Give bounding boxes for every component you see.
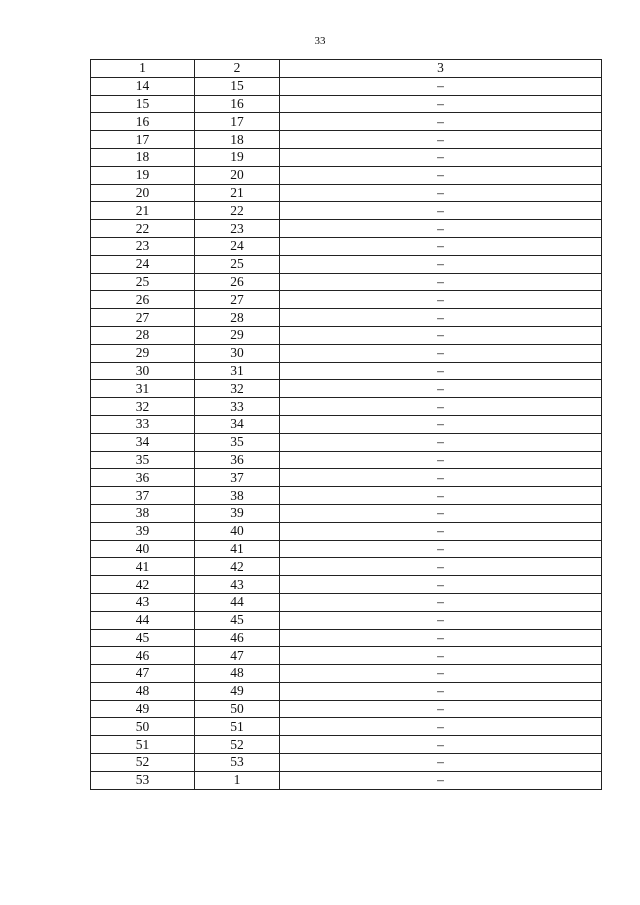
table-cell-col-2: 24 [195, 237, 280, 255]
table-row [91, 344, 602, 362]
table-row [91, 540, 602, 558]
table-cell-col-1: 16 [91, 113, 195, 131]
table-cell-col-2: 35 [195, 433, 280, 451]
table-cell-col-1: 20 [91, 184, 195, 202]
table-cell-col-2: 38 [195, 487, 280, 505]
table-cell-col-1: 31 [91, 380, 195, 398]
table-cell-col-3: – [280, 540, 602, 558]
table-cell-col-3: – [280, 166, 602, 184]
table-cell-col-1: 24 [91, 255, 195, 273]
table-row [91, 754, 602, 772]
table-cell-col-2: 39 [195, 504, 280, 522]
table-cell-col-2: 17 [195, 113, 280, 131]
table-cell-col-2: 36 [195, 451, 280, 469]
table-cell-col-1: 28 [91, 326, 195, 344]
table-row [91, 504, 602, 522]
table-cell-col-1: 45 [91, 629, 195, 647]
table-cell-col-3: – [280, 362, 602, 380]
table-row [91, 682, 602, 700]
table-row [91, 220, 602, 238]
table-cell-col-2: 15 [195, 77, 280, 95]
table-cell-col-3: – [280, 255, 602, 273]
table-row [91, 593, 602, 611]
table-row [91, 380, 602, 398]
table-cell-col-2: 41 [195, 540, 280, 558]
table-cell-col-1: 19 [91, 166, 195, 184]
table-cell-col-2: 33 [195, 398, 280, 416]
table-cell-col-2: 47 [195, 647, 280, 665]
table-cell-col-3: – [280, 593, 602, 611]
table-cell-col-2: 37 [195, 469, 280, 487]
table-cell-col-2: 42 [195, 558, 280, 576]
table-row [91, 113, 602, 131]
table-cell-col-1: 44 [91, 611, 195, 629]
table-cell-col-2: 16 [195, 95, 280, 113]
table-row [91, 237, 602, 255]
table-cell-col-2: 43 [195, 576, 280, 594]
table-row [91, 736, 602, 754]
table-cell-col-1: 47 [91, 665, 195, 683]
table-cell-col-2: 53 [195, 754, 280, 772]
table-cell-col-1: 25 [91, 273, 195, 291]
table-cell-col-3: – [280, 380, 602, 398]
table-cell-col-3: – [280, 522, 602, 540]
table-cell-col-1: 29 [91, 344, 195, 362]
table-cell-col-2: 20 [195, 166, 280, 184]
table-cell-col-3: – [280, 148, 602, 166]
table-body [91, 60, 602, 790]
table-cell-col-1: 34 [91, 433, 195, 451]
table-cell-col-3: – [280, 415, 602, 433]
table-cell-col-2: 46 [195, 629, 280, 647]
table-cell-col-3: – [280, 77, 602, 95]
table-cell-col-2: 25 [195, 255, 280, 273]
table-row [91, 273, 602, 291]
table-cell-col-1: 49 [91, 700, 195, 718]
table-cell-col-3: – [280, 326, 602, 344]
table-cell-col-3: – [280, 611, 602, 629]
header-cell-col-2: 2 [195, 60, 280, 78]
page-number: 33 [314, 35, 326, 47]
table-cell-col-3: – [280, 718, 602, 736]
table-row [91, 647, 602, 665]
table-row [91, 202, 602, 220]
table-cell-col-1: 27 [91, 309, 195, 327]
table-cell-col-3: – [280, 647, 602, 665]
table-cell-col-3: – [280, 95, 602, 113]
table-cell-col-2: 19 [195, 148, 280, 166]
table-cell-col-3: – [280, 558, 602, 576]
table-cell-col-1: 43 [91, 593, 195, 611]
table-cell-col-2: 49 [195, 682, 280, 700]
table-row [91, 255, 602, 273]
table-row [91, 398, 602, 416]
table-cell-col-2: 44 [195, 593, 280, 611]
table-cell-col-3: – [280, 113, 602, 131]
header-cell-col-1: 1 [91, 60, 195, 78]
table-cell-col-3: – [280, 700, 602, 718]
table-cell-col-1: 15 [91, 95, 195, 113]
table-header-row [91, 60, 602, 78]
table-cell-col-1: 33 [91, 415, 195, 433]
table-cell-col-1: 30 [91, 362, 195, 380]
table-cell-col-3: – [280, 398, 602, 416]
table-row [91, 665, 602, 683]
table-cell-col-2: 29 [195, 326, 280, 344]
table-cell-col-3: – [280, 202, 602, 220]
table-cell-col-2: 28 [195, 309, 280, 327]
table-row [91, 291, 602, 309]
table-cell-col-1: 40 [91, 540, 195, 558]
table-cell-col-1: 21 [91, 202, 195, 220]
table-cell-col-1: 37 [91, 487, 195, 505]
table-row [91, 326, 602, 344]
table-row [91, 451, 602, 469]
table-cell-col-1: 14 [91, 77, 195, 95]
table-cell-col-2: 34 [195, 415, 280, 433]
table-cell-col-2: 27 [195, 291, 280, 309]
table-cell-col-3: – [280, 469, 602, 487]
table-cell-col-1: 51 [91, 736, 195, 754]
table-cell-col-2: 21 [195, 184, 280, 202]
table-cell-col-2: 32 [195, 380, 280, 398]
table-cell-col-3: – [280, 184, 602, 202]
table-cell-col-1: 42 [91, 576, 195, 594]
table-row [91, 77, 602, 95]
table-cell-col-1: 32 [91, 398, 195, 416]
table-cell-col-1: 48 [91, 682, 195, 700]
table-cell-col-1: 52 [91, 754, 195, 772]
table-cell-col-3: – [280, 504, 602, 522]
table-row [91, 487, 602, 505]
table-row [91, 629, 602, 647]
table-cell-col-3: – [280, 665, 602, 683]
table-cell-col-1: 23 [91, 237, 195, 255]
table-cell-col-3: – [280, 291, 602, 309]
table-row [91, 309, 602, 327]
table-cell-col-1: 38 [91, 504, 195, 522]
table-cell-col-3: – [280, 682, 602, 700]
table-cell-col-1: 18 [91, 148, 195, 166]
table-row [91, 95, 602, 113]
table-cell-col-2: 26 [195, 273, 280, 291]
table-cell-col-1: 35 [91, 451, 195, 469]
data-table [90, 59, 602, 790]
table-row [91, 611, 602, 629]
table-row [91, 184, 602, 202]
table-cell-col-3: – [280, 433, 602, 451]
table-cell-col-2: 31 [195, 362, 280, 380]
table-row [91, 166, 602, 184]
table-cell-col-2: 48 [195, 665, 280, 683]
table-cell-col-2: 18 [195, 131, 280, 149]
table-cell-col-2: 22 [195, 202, 280, 220]
table-cell-col-3: – [280, 220, 602, 238]
table-cell-col-2: 1 [195, 771, 280, 789]
table-cell-col-1: 36 [91, 469, 195, 487]
table-cell-col-1: 41 [91, 558, 195, 576]
table-cell-col-3: – [280, 451, 602, 469]
table-cell-col-3: – [280, 131, 602, 149]
table-cell-col-3: – [280, 629, 602, 647]
table-row [91, 771, 602, 789]
table-cell-col-3: – [280, 754, 602, 772]
table-row [91, 131, 602, 149]
table-cell-col-1: 46 [91, 647, 195, 665]
table-cell-col-3: – [280, 576, 602, 594]
table-cell-col-3: – [280, 736, 602, 754]
table-row [91, 469, 602, 487]
table-cell-col-1: 26 [91, 291, 195, 309]
table-cell-col-2: 30 [195, 344, 280, 362]
table-cell-col-2: 52 [195, 736, 280, 754]
table-cell-col-3: – [280, 344, 602, 362]
table-cell-col-1: 39 [91, 522, 195, 540]
table-row [91, 415, 602, 433]
table-row [91, 362, 602, 380]
table-row [91, 576, 602, 594]
table-cell-col-2: 51 [195, 718, 280, 736]
table-cell-col-3: – [280, 309, 602, 327]
table-cell-col-3: – [280, 771, 602, 789]
table-cell-col-1: 17 [91, 131, 195, 149]
table-cell-col-1: 22 [91, 220, 195, 238]
table-cell-col-3: – [280, 273, 602, 291]
table-cell-col-2: 40 [195, 522, 280, 540]
table-cell-col-1: 53 [91, 771, 195, 789]
table-cell-col-2: 45 [195, 611, 280, 629]
table-cell-col-1: 50 [91, 718, 195, 736]
table-row [91, 558, 602, 576]
table-row [91, 148, 602, 166]
table-cell-col-3: – [280, 487, 602, 505]
table-row [91, 700, 602, 718]
table-cell-col-2: 50 [195, 700, 280, 718]
table-cell-col-2: 23 [195, 220, 280, 238]
table-row [91, 718, 602, 736]
table-row [91, 522, 602, 540]
table-cell-col-3: – [280, 237, 602, 255]
table-row [91, 433, 602, 451]
header-cell-col-3: 3 [280, 60, 602, 78]
